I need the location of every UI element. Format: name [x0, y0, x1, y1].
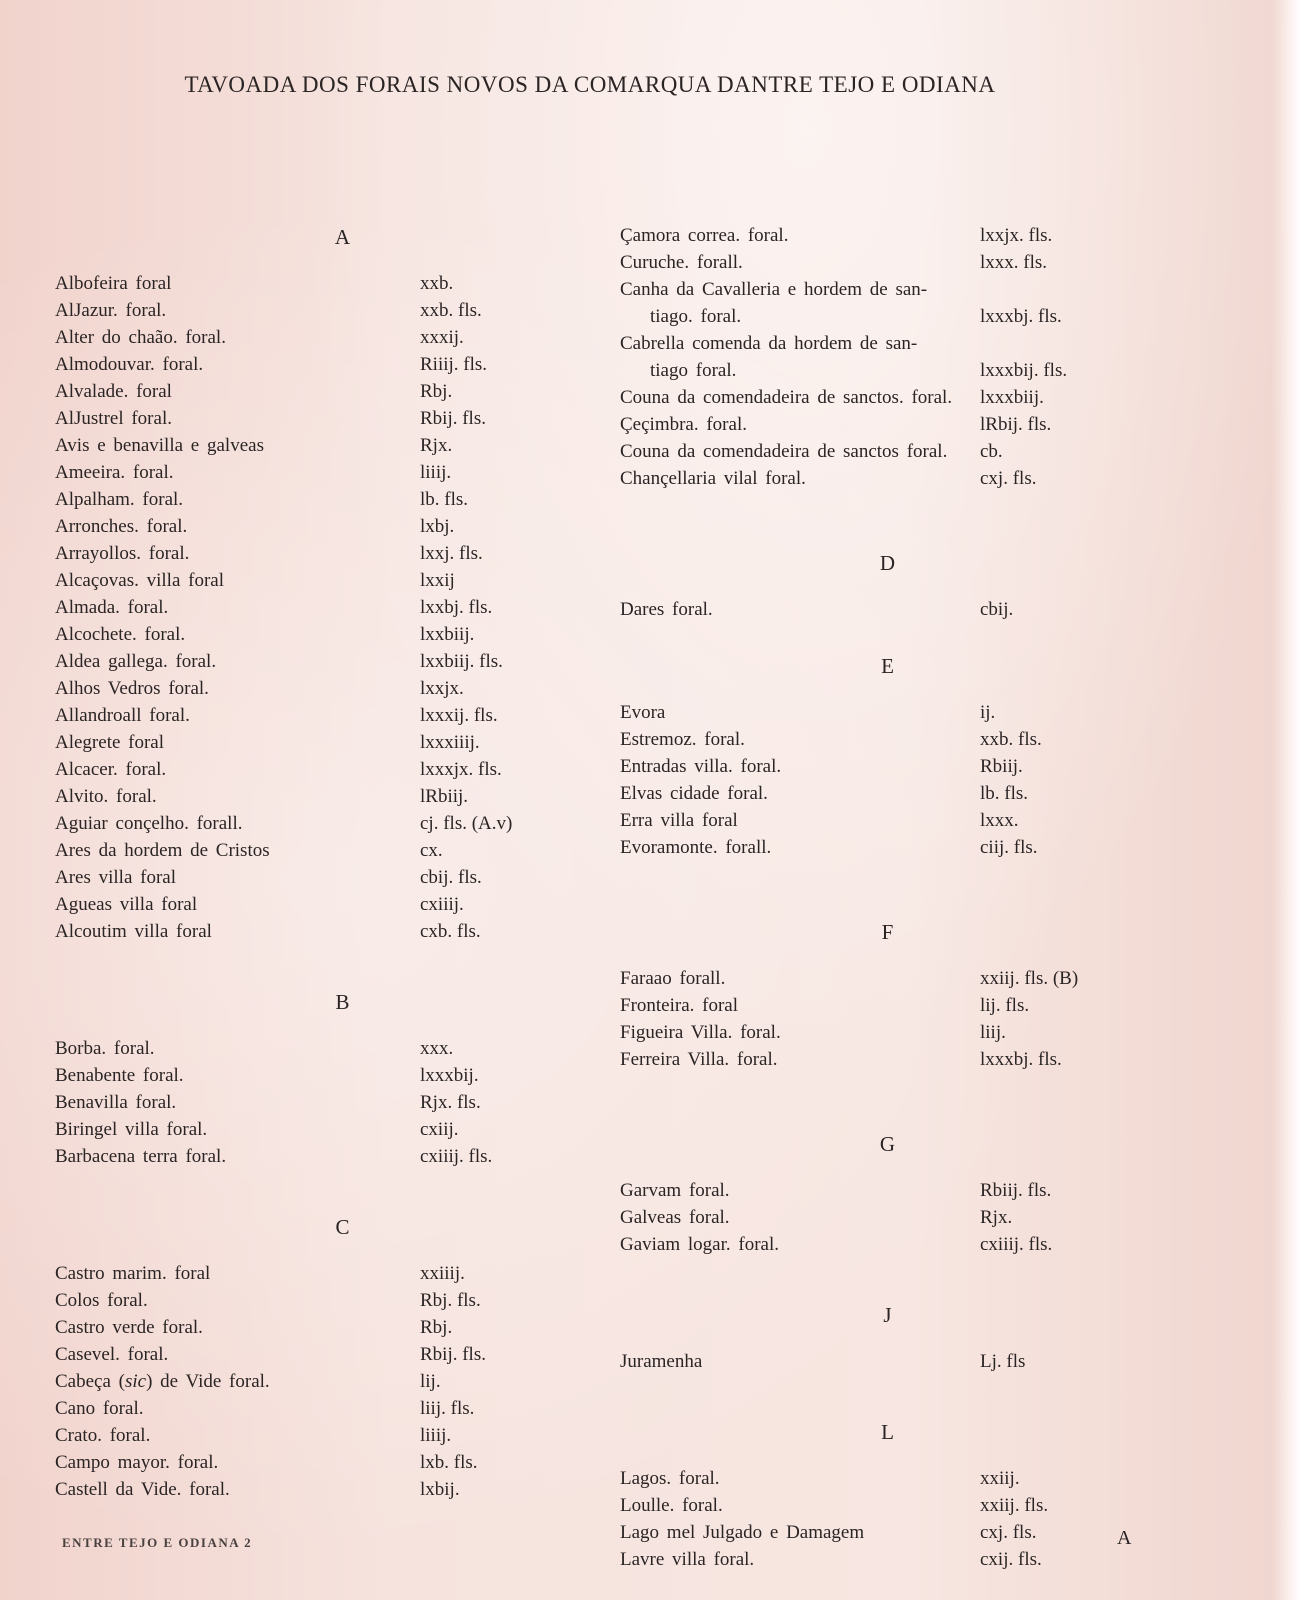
entry-name: Alpalham. foral. [55, 489, 184, 510]
entry-name: Elvas cidade foral. [620, 783, 768, 804]
index-entry [620, 1348, 1140, 1375]
index-entry [620, 1204, 1140, 1231]
entry-folio: cxj. fls. [980, 1522, 1037, 1543]
entry-name: tiago. foral. [650, 306, 742, 327]
index-entry [620, 438, 1140, 465]
entry-name: Benabente foral. [55, 1065, 184, 1086]
entry-folio: Rjx. [980, 1207, 1013, 1228]
entry-name: Erra villa foral [620, 810, 738, 831]
entry-folio: lxxxbij. fls. [980, 360, 1068, 381]
entry-name: Castro marim. foral [55, 1263, 211, 1284]
entry-name: Casevel. foral. [55, 1344, 169, 1365]
entry-folio: lij. fls. [980, 995, 1030, 1016]
entry-folio: lxxxjx. fls. [420, 759, 502, 780]
index-entry [620, 249, 1140, 276]
entry-folio: liiij. [420, 462, 452, 483]
index-entry [620, 276, 1140, 303]
entry-folio: lxxxbj. fls. [980, 1049, 1062, 1070]
entry-folio [980, 276, 1140, 303]
index-entry [55, 1395, 570, 1422]
entry-name: Dares foral. [620, 599, 713, 620]
entry-folio: lxxbiij. [420, 624, 475, 645]
entry-folio: xxb. fls. [980, 729, 1042, 750]
entry-folio: Rbj. fls. [420, 1290, 481, 1311]
index-entry [55, 810, 570, 837]
index-entry [620, 1519, 1140, 1546]
entry-folio: cbij. [980, 599, 1014, 620]
entry-folio: ciij. fls. [980, 837, 1038, 858]
section-gap [620, 623, 1140, 651]
entry-folio: Rbj. [420, 381, 453, 402]
entry-folio: lxxxbiij. [980, 387, 1044, 408]
entry-name: Canha da Cavalleria e hordem de san- [620, 279, 928, 300]
entry-folio: cxiiij. [420, 894, 464, 915]
entry-name: Çeçimbra. foral. [620, 414, 747, 435]
index-entry [55, 540, 570, 567]
index-entry [620, 1177, 1140, 1204]
entry-name: Ares villa foral [55, 867, 177, 888]
entry-folio: xxb. [420, 273, 454, 294]
entry-name: Alvalade. foral [55, 381, 172, 402]
section-gap [620, 861, 1140, 917]
index-entry [55, 1368, 570, 1395]
index-entry [55, 729, 570, 756]
entry-folio: cbij. fls. [420, 867, 482, 888]
index-entry [55, 1062, 570, 1089]
footer-mark: A [1117, 1527, 1132, 1549]
entry-folio: lxxbj. fls. [420, 597, 493, 618]
index-entry [620, 357, 1140, 384]
section-letter: L [881, 1420, 894, 1444]
page-edge [1272, 0, 1300, 1600]
index-entry [620, 596, 1140, 623]
entry-folio: lRbiij. [420, 786, 469, 807]
entry-name: Alter do chaão. foral. [55, 327, 226, 348]
entry-name: Castell da Vide. foral. [55, 1479, 230, 1500]
entry-folio: xxx. [420, 1038, 454, 1059]
index-entry [55, 648, 570, 675]
index-entry [55, 1089, 570, 1116]
entry-name: Alcacer. foral. [55, 759, 167, 780]
index-entry [55, 351, 570, 378]
entry-name: Cabeça (sic) de Vide foral. [55, 1371, 270, 1392]
index-entry [620, 411, 1140, 438]
entry-name: Alcoutim villa foral [55, 921, 212, 942]
entry-folio: lxxbiij. fls. [420, 651, 503, 672]
page-title: TAVOADA DOS FORAIS NOVOS DA COMARQUA DANTRE TEJO E ODIANA [184, 72, 996, 97]
entry-folio: Rbij. fls. [420, 1344, 486, 1365]
index-entry [620, 1546, 1140, 1573]
index-entry [55, 1314, 570, 1341]
index-entry [55, 837, 570, 864]
index-entry [620, 965, 1140, 992]
entry-name: Lavre villa foral. [620, 1549, 755, 1570]
entry-folio [980, 330, 1140, 357]
entry-folio: xxiij. fls. [980, 1495, 1049, 1516]
entry-name: Alcochete. foral. [55, 624, 186, 645]
entry-name: Evoramonte. forall. [620, 837, 772, 858]
index-entry [620, 807, 1140, 834]
entry-name: Biringel villa foral. [55, 1119, 208, 1140]
entry-name: Arrayollos. foral. [55, 543, 190, 564]
index-entry [55, 702, 570, 729]
entry-folio: Riiij. fls. [420, 354, 488, 375]
index-entry [55, 567, 570, 594]
section-gap [620, 492, 1140, 548]
entry-folio: cx. [420, 840, 443, 861]
index-entry [55, 783, 570, 810]
entry-name: Ares da hordem de Cristos [55, 840, 270, 861]
index-entry [55, 918, 570, 945]
entry-folio: lRbij. fls. [980, 414, 1052, 435]
section-gap [620, 1073, 1140, 1129]
entry-name: Agueas villa foral [55, 894, 198, 915]
entry-name: Alhos Vedros foral. [55, 678, 209, 699]
entry-folio: Rbij. fls. [420, 408, 486, 429]
entry-name: Ferreira Villa. foral. [620, 1049, 778, 1070]
entry-folio: lxxxij. fls. [420, 705, 498, 726]
entry-name: Couna da comendadeira de sanctos. foral. [620, 387, 953, 408]
section-gap [55, 945, 570, 987]
entry-name: tiago foral. [650, 360, 737, 381]
entry-name: Aldea gallega. foral. [55, 651, 217, 672]
index-entry [620, 1019, 1140, 1046]
section-gap [55, 1170, 570, 1212]
index-entry [55, 405, 570, 432]
entry-folio: lij. [420, 1371, 441, 1392]
index-entry [55, 756, 570, 783]
index-entry [620, 465, 1140, 492]
entry-folio: lxxx. fls. [980, 252, 1048, 273]
entry-folio: cb. [980, 441, 1003, 462]
entry-name: Crato. foral. [55, 1425, 151, 1446]
entry-name: Aguiar conçelho. forall. [55, 813, 243, 834]
index-entry [55, 297, 570, 324]
entry-name: Fronteira. foral [620, 995, 739, 1016]
entry-name: Estremoz. foral. [620, 729, 745, 750]
entry-folio: lxxjx. [420, 678, 464, 699]
entry-name: Almada. foral. [55, 597, 169, 618]
entry-folio: lb. fls. [980, 783, 1029, 804]
index-entry [55, 675, 570, 702]
index-entry [620, 1465, 1140, 1492]
entry-name: Almodouvar. foral. [55, 354, 204, 375]
index-entry [55, 1476, 570, 1503]
index-entry [620, 1492, 1140, 1519]
section-letter: F [881, 920, 894, 944]
index-entry [620, 780, 1140, 807]
entry-name: Chançellaria vilal foral. [620, 468, 806, 489]
index-entry [55, 324, 570, 351]
entry-name: Garvam foral. [620, 1180, 730, 1201]
left-column [55, 222, 570, 1503]
entry-name: Loulle. foral. [620, 1495, 723, 1516]
index-entry [55, 1260, 570, 1287]
entry-name: Arronches. foral. [55, 516, 188, 537]
entry-folio: lxxj. fls. [420, 543, 483, 564]
index-entry [55, 1287, 570, 1314]
entry-name: Entradas villa. foral. [620, 756, 782, 777]
entry-folio: liiij. [420, 1425, 452, 1446]
entry-folio: lxxjx. fls. [980, 225, 1053, 246]
index-entry [55, 486, 570, 513]
index-entry [55, 1422, 570, 1449]
entry-name: Barbacena terra foral. [55, 1146, 227, 1167]
section-letter: E [881, 654, 894, 678]
entry-folio: lxbij. [420, 1479, 460, 1500]
section-letter: D [879, 551, 896, 575]
index-entry [55, 891, 570, 918]
entry-folio: xxiij. fls. (B) [980, 968, 1079, 989]
entry-folio: Rbj. [420, 1317, 453, 1338]
section-letter: B [335, 990, 350, 1014]
entry-name: Alvito. foral. [55, 786, 157, 807]
index-entry [55, 270, 570, 297]
entry-name: Figueira Villa. foral. [620, 1022, 781, 1043]
entry-folio: Rjx. fls. [420, 1092, 481, 1113]
index-entry [620, 384, 1140, 411]
entry-folio: Rbiij. fls. [980, 1180, 1052, 1201]
index-entry [620, 330, 1140, 357]
entry-folio: xxb. fls. [420, 300, 482, 321]
entry-name: Lagos. foral. [620, 1468, 720, 1489]
entry-name: Campo mayor. foral. [55, 1452, 219, 1473]
index-entry [55, 459, 570, 486]
entry-name: Juramenha [620, 1351, 703, 1372]
index-entry [55, 1341, 570, 1368]
entry-name: Avis e benavilla e galveas [55, 435, 264, 456]
section-letter: G [879, 1132, 896, 1156]
index-entry [620, 1231, 1140, 1258]
index-entry [620, 699, 1140, 726]
right-column [620, 222, 1140, 1573]
index-entry [55, 513, 570, 540]
entry-name: Curuche. forall. [620, 252, 743, 273]
index-entry [620, 726, 1140, 753]
index-entry [620, 834, 1140, 861]
index-entry [620, 1046, 1140, 1073]
entry-name: Çamora correa. foral. [620, 225, 789, 246]
entry-name: Cabrella comenda da hordem de san- [620, 333, 918, 354]
entry-folio: Lj. fls [980, 1351, 1026, 1372]
entry-name: Alegrete foral [55, 732, 165, 753]
entry-name: Gaviam logar. foral. [620, 1234, 780, 1255]
footer-signature: ENTRE TEJO E ODIANA 2 [62, 1535, 253, 1550]
entry-name: Borba. foral. [55, 1038, 155, 1059]
index-entry [55, 378, 570, 405]
entry-name: Alcaçovas. villa foral [55, 570, 225, 591]
entry-name: Cano foral. [55, 1398, 144, 1419]
index-entry [55, 594, 570, 621]
index-entry [620, 753, 1140, 780]
entry-name: AlJustrel foral. [55, 408, 172, 429]
entry-name: Galveas foral. [620, 1207, 730, 1228]
section-letter: J [883, 1303, 892, 1327]
section-letter: A [334, 225, 351, 249]
entry-folio: cxiij. [420, 1119, 459, 1140]
entry-folio: lxxx. [980, 810, 1019, 831]
entry-folio: lxxij [420, 570, 455, 591]
entry-folio: lxxxiiij. [420, 732, 480, 753]
entry-name: Faraao forall. [620, 968, 726, 989]
section-gap [620, 1258, 1140, 1300]
index-entry [55, 621, 570, 648]
entry-folio: cxiiij. fls. [420, 1146, 493, 1167]
entry-name: Allandroall foral. [55, 705, 190, 726]
entry-folio: cxiiij. fls. [980, 1234, 1053, 1255]
entry-folio: lxxxbij. [420, 1065, 479, 1086]
index-entry [55, 1449, 570, 1476]
entry-folio: xxiij. [980, 1468, 1020, 1489]
entry-folio: lxb. fls. [420, 1452, 478, 1473]
entry-folio: xxiiij. [420, 1263, 465, 1284]
entry-folio: liij. [980, 1022, 1006, 1043]
entry-folio: ij. [980, 702, 996, 723]
index-entry [55, 432, 570, 459]
entry-folio: cxb. fls. [420, 921, 481, 942]
entry-folio: cxj. fls. [980, 468, 1037, 489]
section-letter: C [335, 1215, 350, 1239]
entry-name: AlJazur. foral. [55, 300, 167, 321]
entry-name: Castro verde foral. [55, 1317, 203, 1338]
entry-folio: cxij. fls. [980, 1549, 1042, 1570]
entry-folio: liij. fls. [420, 1398, 475, 1419]
index-entry [620, 222, 1140, 249]
entry-folio: lxbj. [420, 516, 455, 537]
entry-name: Ameeira. foral. [55, 462, 174, 483]
index-entry [620, 992, 1140, 1019]
entry-name: Couna da comendadeira de sanctos foral. [620, 441, 948, 462]
section-gap [620, 1375, 1140, 1417]
entry-name: Colos foral. [55, 1290, 148, 1311]
index-entry [55, 1116, 570, 1143]
entry-folio: Rjx. [420, 435, 453, 456]
index-entry [620, 303, 1140, 330]
entry-name: Benavilla foral. [55, 1092, 177, 1113]
entry-name: Evora [620, 702, 666, 723]
entry-folio: lb. fls. [420, 489, 469, 510]
entry-folio: cj. fls. (A.v) [420, 813, 513, 834]
index-entry [55, 864, 570, 891]
entry-folio: lxxxbj. fls. [980, 306, 1062, 327]
entry-folio: Rbiij. [980, 756, 1023, 777]
index-entry [55, 1035, 570, 1062]
entry-folio: xxxij. [420, 327, 464, 348]
entry-name: Lago mel Julgado e Damagem [620, 1522, 865, 1543]
entry-name: Albofeira foral [55, 273, 172, 294]
index-entry [55, 1143, 570, 1170]
